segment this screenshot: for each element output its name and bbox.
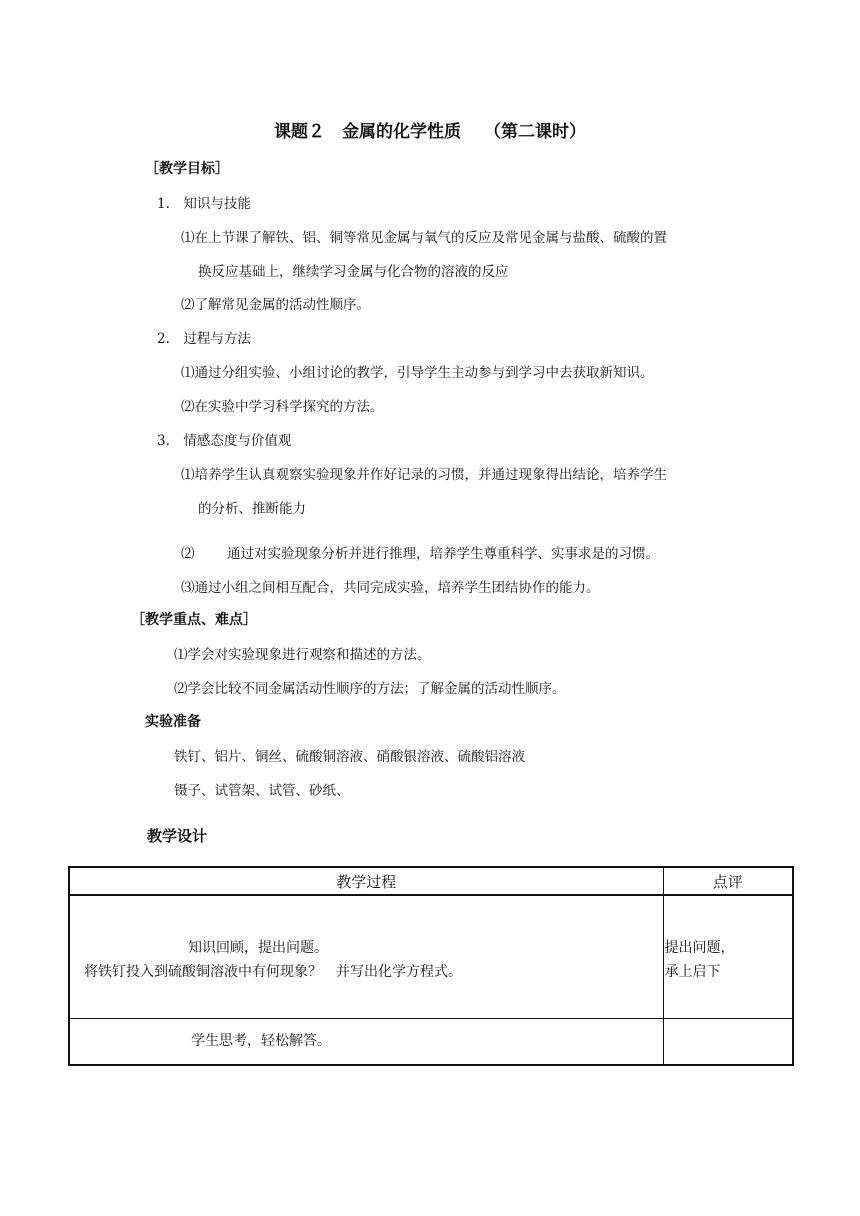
attitude-point-1-line-2: 的分析、推断能力 (198, 501, 306, 517)
comment-cell (663, 1019, 793, 1066)
process-point-2: ⑵在实验中学习科学探究的方法。 (181, 399, 384, 415)
process-cell (69, 895, 663, 1019)
objective-item-process: 2. 过程与方法 (157, 331, 251, 347)
key-point-2: ⑵学会比较不同金属活动性顺序的方法；了解金属的活动性顺序。 (174, 681, 566, 697)
header-comment: 点评 (663, 867, 793, 895)
design-heading: 教学设计 (147, 827, 208, 845)
process-cell-line-1: 知识回顾，提出问题。 (188, 940, 328, 956)
key-point-1: ⑴学会对实验现象进行观察和描述的方法。 (174, 647, 431, 663)
attitude-point-2: 通过对实验现象分析并进行推理，培养学生尊重科学、实事求是的习惯。 (227, 546, 659, 562)
prep-tools: 镊子、试管架、试管、砂纸、 (174, 783, 350, 799)
objectives-heading: ［教学目标］ (145, 161, 229, 177)
comment-cell (663, 895, 793, 1019)
key-points-heading: ［教学重点、难点］ (131, 612, 257, 628)
prep-materials: 铁钉、铝片、铜丝、硫酸铜溶液、硝酸银溶液、硫酸铝溶液 (174, 749, 525, 765)
objective-item-attitude: 3. 情感态度与价值观 (157, 433, 292, 449)
knowledge-point-1-line-1: ⑴在上节课了解铁、铝、铜等常见金属与氧气的反应及常见金属与盐酸、硫酸的置 (181, 230, 667, 246)
process-cell (69, 1019, 663, 1066)
process-point-1: ⑴通过分组实验、小组讨论的教学，引导学生主动参与到学习中去获取新知识。 (181, 365, 654, 381)
knowledge-point-1-line-2: 换反应基础上，继续学习金属与化合物的溶液的反应 (198, 264, 509, 280)
prep-heading: 实验准备 (145, 714, 201, 730)
header-process: 教学过程 (69, 867, 663, 895)
page-title: 课题２ 金属的化学性质 （第二课时） (274, 122, 586, 142)
comment-cell-line-1: 提出问题， (664, 940, 735, 956)
process-cell-line-1: 学生思考，轻松解答。 (191, 1033, 331, 1049)
process-cell-line-2: 将铁钉投入到硫酸铜溶液中有何现象？ 并写出化学方程式。 (84, 964, 462, 980)
table-row (69, 895, 793, 1019)
comment-cell-line-2: 承上启下 (664, 964, 721, 980)
attitude-point-1-line-1: ⑴培养学生认真观察实验现象并作好记录的习惯，并通过现象得出结论，培养学生 (181, 467, 667, 483)
objective-item-knowledge: 1. 知识与技能 (157, 196, 251, 212)
table-row (69, 1019, 793, 1066)
table-header-row (69, 867, 793, 895)
knowledge-point-2: ⑵了解常见金属的活动性顺序。 (181, 297, 370, 313)
attitude-point-2-number: ⑵ (181, 546, 195, 562)
design-table (68, 866, 794, 1066)
attitude-point-3: ⑶通过小组之间相互配合，共同完成实验，培养学生团结协作的能力。 (181, 580, 600, 596)
